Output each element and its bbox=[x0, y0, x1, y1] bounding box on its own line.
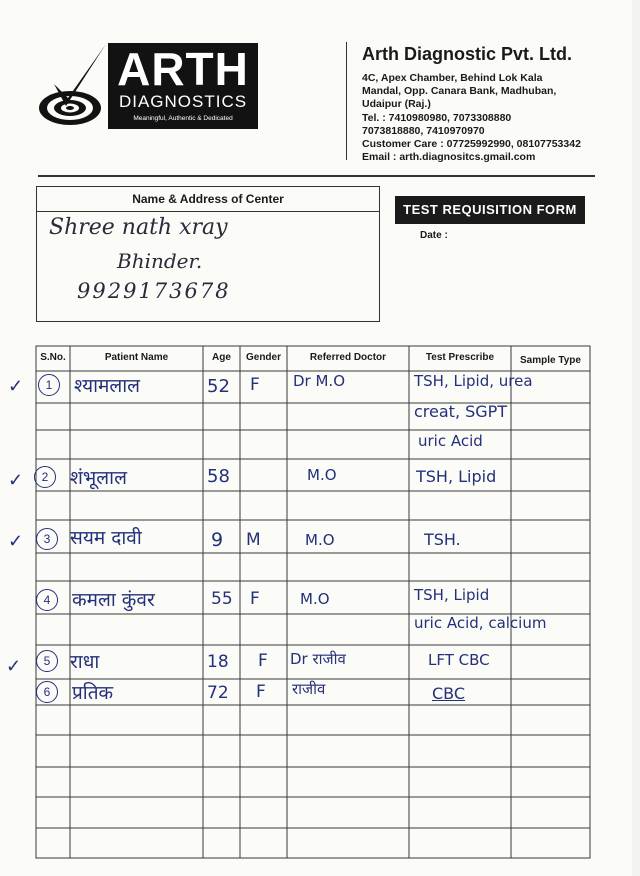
row-sno: 2 bbox=[34, 466, 56, 488]
customer-care-line: Customer Care : 07725992990, 08107753342 bbox=[362, 138, 581, 151]
column-header-sno: S.No. bbox=[40, 352, 66, 363]
age-cell: 18 bbox=[207, 652, 229, 672]
row-sno: 3 bbox=[36, 528, 58, 550]
test-cell: TSH. bbox=[424, 530, 461, 549]
company-name: Arth Diagnostic Pvt. Ltd. bbox=[362, 44, 573, 64]
gender-cell: F bbox=[256, 682, 266, 702]
email-line: Email : arth.diagnositcs.gmail.com bbox=[362, 151, 536, 164]
column-header-patient-name: Patient Name bbox=[104, 352, 169, 363]
column-header-gender: Gender bbox=[245, 352, 281, 363]
form-title: TEST REQUISITION FORM bbox=[395, 196, 585, 224]
column-header-referred-doctor: Referred Doctor bbox=[309, 352, 387, 363]
row-sno: 4 bbox=[36, 589, 58, 611]
center-box-heading: Name & Address of Center bbox=[37, 187, 379, 212]
row-sno: 5 bbox=[36, 650, 58, 672]
logo-diagnostics-text: DIAGNOSTICS bbox=[118, 92, 248, 111]
age-cell: 52 bbox=[207, 376, 230, 397]
column-header-test-prescribe: Test Prescribe bbox=[425, 352, 495, 363]
address-line: 4C, Apex Chamber, Behind Lok Kala bbox=[362, 72, 543, 84]
doctor-cell: राजीव bbox=[292, 680, 326, 698]
doctor-cell: M.O bbox=[307, 466, 337, 484]
check-mark-icon: ✓ bbox=[6, 656, 22, 676]
patient-name-cell: सयम दावी bbox=[70, 527, 142, 549]
row-sno: 6 bbox=[36, 681, 58, 703]
patient-name-cell: शंभूलाल bbox=[70, 467, 127, 489]
check-mark-icon: ✓ bbox=[8, 470, 24, 490]
age-cell: 9 bbox=[211, 529, 224, 551]
doctor-cell: M.O bbox=[300, 590, 330, 608]
age-cell: 72 bbox=[207, 683, 229, 703]
gender-cell: F bbox=[250, 589, 260, 609]
tel-line: 7073818880, 7410970970 bbox=[362, 124, 485, 137]
column-header-age: Age bbox=[212, 352, 231, 363]
address-line: Mandal, Opp. Canara Bank, Madhuban, bbox=[362, 85, 557, 98]
check-mark-icon: ✓ bbox=[8, 531, 24, 551]
row-sno: 1 bbox=[38, 374, 60, 396]
doctor-cell: M.O bbox=[305, 531, 335, 549]
date-label: Date : bbox=[420, 230, 448, 241]
test-cell: TSH, Lipid bbox=[416, 467, 497, 486]
test-cell: uric Acid, calcium bbox=[414, 614, 547, 632]
check-mark-icon: ✓ bbox=[8, 376, 24, 396]
test-cell: CBC bbox=[432, 684, 466, 703]
patient-name-cell: श्यामलाल bbox=[74, 375, 141, 397]
age-cell: 55 bbox=[211, 589, 233, 609]
test-cell: creat, SGPT bbox=[414, 402, 508, 421]
doctor-cell: Dr राजीव bbox=[290, 650, 346, 668]
center-place-handwritten: Bhinder. bbox=[117, 249, 203, 273]
center-name-handwritten: Shree nath xray bbox=[49, 215, 228, 240]
gender-cell: F bbox=[258, 651, 268, 671]
test-cell: TSH, Lipid bbox=[414, 586, 490, 604]
logo-arth-text: ARTH bbox=[117, 43, 249, 95]
patient-name-cell: कमला कुंवर bbox=[72, 589, 155, 611]
logo-tagline: Meaningful, Authentic & Dedicated bbox=[133, 115, 233, 122]
doctor-cell: Dr M.O bbox=[293, 372, 346, 390]
test-cell: TSH, Lipid, urea bbox=[414, 372, 533, 390]
test-cell: LFT CBC bbox=[428, 651, 490, 669]
age-cell: 58 bbox=[207, 466, 230, 487]
tel-line: Tel. : 7410980980, 7073308880 bbox=[362, 111, 512, 124]
gender-cell: F bbox=[250, 375, 260, 395]
address-line: Udaipur (Raj.) bbox=[362, 98, 431, 111]
gender-cell: M bbox=[246, 530, 261, 550]
center-phone-handwritten: 9929173678 bbox=[77, 279, 231, 303]
patient-name-cell: राधा bbox=[70, 651, 100, 673]
test-cell: uric Acid bbox=[418, 432, 483, 450]
patient-name-cell: प्रतिक bbox=[72, 682, 114, 704]
column-header-sample-type: Sample Type bbox=[520, 355, 581, 366]
